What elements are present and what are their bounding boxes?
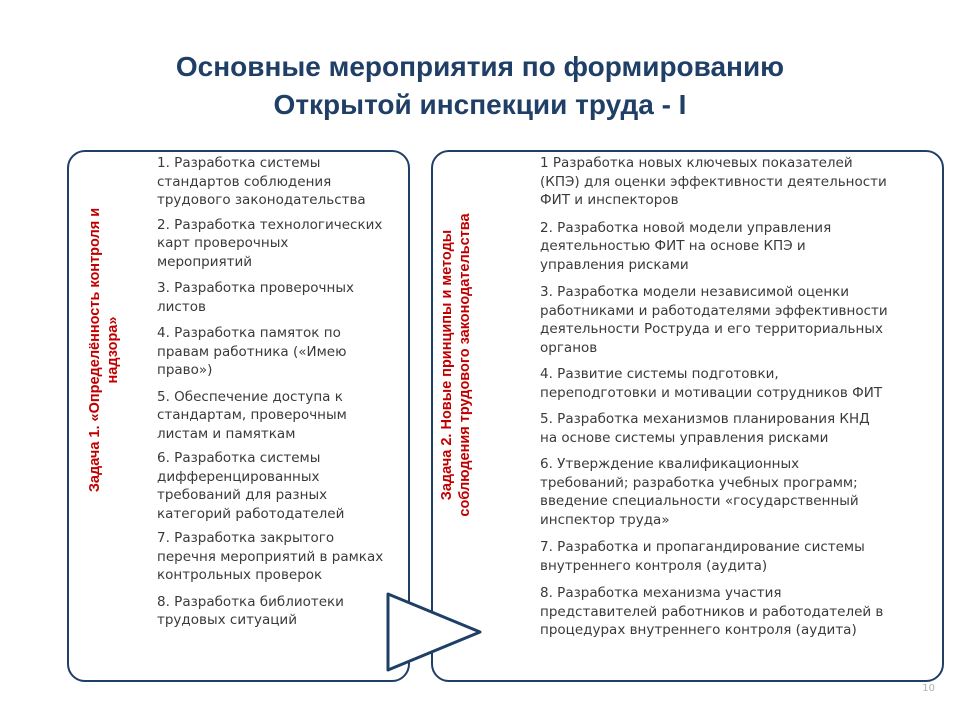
- task-2-list: [540, 154, 935, 640]
- task-1-item: 5. Обеспечение доступа к стандартам, проверочным листам и памяткам: [157, 388, 347, 442]
- task-2-item: 2. Разработка новой модели управления деятельностью ФИТ на основе КПЭ и управления рисками: [540, 219, 832, 273]
- task-2-item: 1 Разработка новых ключевых показателей (КПЭ) для оценки эффективности деятельности ФИТ и инспекторов: [540, 155, 887, 208]
- title-line-1: Основные мероприятия по формированию: [175, 51, 785, 82]
- task-1-label: [74, 200, 134, 500]
- task-1-item: 7. Разработка закрытого перечня мероприятий в рамках контрольных проверок: [157, 530, 384, 583]
- play-arrow-icon: [384, 590, 484, 674]
- page-title: [0, 48, 960, 124]
- task-2-label: [426, 200, 486, 530]
- task-2-label-line-1: Задача 2. Новые принципы и методы: [439, 229, 455, 501]
- task-2-item: 3. Разработка модели независимой оценки работниками и работодателями эффективности деятельности Роструда и его территориальных органов: [540, 284, 888, 356]
- task-1-label-line-1: Задача 1. «Определённость контроля и: [87, 207, 103, 493]
- task-2-item: 6. Утверждение квалификационных требований; разработка учебных программ; введение специальности «государственный инспектор труда»: [540, 456, 859, 528]
- task-1-label-line-2: надзора»: [105, 316, 121, 384]
- page-number: 10: [922, 683, 935, 694]
- task-2-item: 4. Развитие системы подготовки, переподготовки и мотивации сотрудников ФИТ: [540, 366, 883, 401]
- title-line-2: Открытой инспекции труда - I: [273, 89, 687, 120]
- task-1-item: 3. Разработка проверочных листов: [157, 280, 354, 315]
- task-1-list: [157, 154, 409, 630]
- task-1-item: 2. Разработка технологических карт проверочных мероприятий: [157, 216, 383, 270]
- task-1-item: 6. Разработка системы дифференцированных требований для разных категорий работодателей: [157, 450, 345, 522]
- task-2-item: 7. Разработка и пропагандирование системы внутреннего контроля (аудита): [540, 539, 865, 574]
- task-1-item: 8. Разработка библиотеки трудовых ситуаций: [157, 593, 344, 628]
- task-1-item: 1. Разработка системы стандартов соблюдения трудового законодательства: [157, 155, 366, 208]
- task-2-item: 5. Разработка механизмов планирования КНД на основе системы управления рисками: [540, 411, 870, 446]
- task-2-item: 8. Разработка механизма участия представителей работников и работодателей в процедурах внутреннего контроля (аудита): [540, 585, 884, 638]
- task-1-item: 4. Разработка памяток по правам работника («Имею право»): [157, 325, 347, 378]
- task-2-label-line-2: соблюдения трудового законодательства: [457, 213, 473, 517]
